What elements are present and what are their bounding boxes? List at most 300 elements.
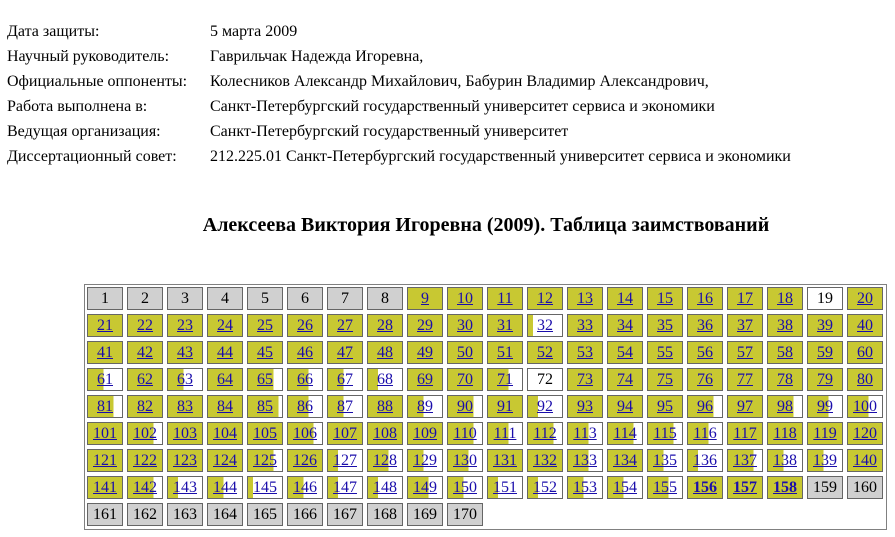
page-link[interactable]: 125 — [253, 452, 277, 469]
page-cell-link[interactable] — [767, 395, 803, 418]
page-cell-link[interactable] — [607, 287, 643, 310]
page-cell-link[interactable] — [527, 287, 563, 310]
page-link[interactable]: 120 — [853, 425, 877, 442]
page-link[interactable]: 36 — [697, 317, 713, 334]
page-cell-link[interactable] — [647, 422, 683, 445]
page-link[interactable]: 98 — [777, 398, 793, 415]
page-cell-link[interactable] — [247, 341, 283, 364]
page-cell-link[interactable] — [487, 449, 523, 472]
info-row — [7, 44, 791, 69]
page-link[interactable]: 87 — [337, 398, 353, 415]
page-link[interactable]: 26 — [297, 317, 313, 334]
page-cell-link[interactable] — [327, 422, 363, 445]
page-cell-link[interactable] — [487, 395, 523, 418]
page-cell-link[interactable] — [807, 341, 843, 364]
page-link[interactable]: 127 — [333, 452, 357, 469]
page-cell-link[interactable] — [447, 341, 483, 364]
page-link[interactable]: 146 — [293, 479, 317, 496]
page-link[interactable]: 60 — [857, 344, 873, 361]
page-link[interactable]: 147 — [333, 479, 357, 496]
page-link[interactable]: 156 — [693, 479, 717, 496]
page-link[interactable]: 39 — [817, 317, 833, 334]
page-link[interactable]: 118 — [773, 425, 797, 442]
page-link[interactable]: 38 — [777, 317, 793, 334]
page-cell-link[interactable] — [647, 287, 683, 310]
page-cell-link[interactable] — [327, 314, 363, 337]
page-link[interactable]: 133 — [573, 452, 597, 469]
page-link[interactable]: 68 — [377, 371, 393, 388]
page-cell-link[interactable] — [527, 422, 563, 445]
page-cell-link[interactable] — [367, 395, 403, 418]
page-cell-link[interactable] — [607, 314, 643, 337]
page-link[interactable]: 148 — [373, 479, 397, 496]
page-link[interactable]: 114 — [613, 425, 637, 442]
page-cell-link[interactable] — [527, 341, 563, 364]
page-cell-link[interactable] — [247, 422, 283, 445]
page-cell-link[interactable] — [647, 368, 683, 391]
page-cell-link[interactable] — [527, 449, 563, 472]
page-link[interactable]: 145 — [253, 479, 277, 496]
page-link[interactable]: 110 — [453, 425, 477, 442]
page-link[interactable]: 86 — [297, 398, 313, 415]
page-link[interactable]: 124 — [213, 452, 237, 469]
page-link[interactable]: 117 — [733, 425, 757, 442]
page-cell-link[interactable] — [647, 449, 683, 472]
page-cell-link[interactable] — [767, 422, 803, 445]
page-cell-link[interactable] — [807, 314, 843, 337]
page-link[interactable]: 62 — [137, 371, 153, 388]
page-cell-link[interactable] — [847, 449, 883, 472]
page-link[interactable]: 89 — [417, 398, 433, 415]
page-cell-link[interactable] — [167, 395, 203, 418]
page-cell-link[interactable] — [447, 314, 483, 337]
page-link[interactable]: 141 — [93, 479, 117, 496]
page-link[interactable]: 50 — [457, 344, 473, 361]
page-link[interactable]: 41 — [97, 344, 113, 361]
page-link[interactable]: 153 — [573, 479, 597, 496]
page-link[interactable]: 56 — [697, 344, 713, 361]
page-cell-link[interactable] — [647, 395, 683, 418]
page-cell: 6 — [287, 287, 323, 310]
page-link[interactable]: 18 — [777, 290, 793, 307]
page-link[interactable]: 152 — [533, 479, 557, 496]
page-cell-link[interactable] — [567, 368, 603, 391]
page-cell-link[interactable] — [487, 476, 523, 499]
page-cell-link[interactable] — [647, 476, 683, 499]
page-cell-link[interactable] — [687, 476, 723, 499]
page-link[interactable]: 54 — [617, 344, 633, 361]
page-cell-link[interactable] — [327, 395, 363, 418]
page-cell-link[interactable] — [167, 341, 203, 364]
page-cell-link[interactable] — [807, 395, 843, 418]
page-cell-link[interactable] — [367, 314, 403, 337]
page-link[interactable]: 34 — [617, 317, 633, 334]
page-link[interactable]: 28 — [377, 317, 393, 334]
page-cell-link[interactable] — [767, 476, 803, 499]
page-cell-link[interactable] — [527, 314, 563, 337]
page-cell-link[interactable] — [607, 422, 643, 445]
page-link[interactable]: 52 — [537, 344, 553, 361]
page-link[interactable]: 149 — [413, 479, 437, 496]
page-cell-link[interactable] — [207, 476, 243, 499]
page-link[interactable]: 155 — [653, 479, 677, 496]
page-cell-link[interactable] — [487, 422, 523, 445]
page-link[interactable]: 21 — [97, 317, 113, 334]
page-link[interactable]: 138 — [773, 452, 797, 469]
page-cell-link[interactable] — [687, 314, 723, 337]
page-link[interactable]: 48 — [377, 344, 393, 361]
page-link[interactable]: 17 — [737, 290, 753, 307]
page-cell-link[interactable] — [447, 287, 483, 310]
page-link[interactable]: 55 — [657, 344, 673, 361]
page-cell-link[interactable] — [647, 314, 683, 337]
page-link[interactable]: 11 — [497, 290, 513, 307]
page-link[interactable]: 154 — [613, 479, 637, 496]
page-cell-link[interactable] — [87, 395, 123, 418]
page-link[interactable]: 85 — [257, 398, 273, 415]
page-link[interactable]: 80 — [857, 371, 873, 388]
page-link[interactable]: 9 — [421, 290, 429, 307]
page-cell-link[interactable] — [567, 422, 603, 445]
page-link[interactable]: 13 — [577, 290, 593, 307]
page-cell-link[interactable] — [87, 341, 123, 364]
page-link[interactable]: 37 — [737, 317, 753, 334]
page-cell-link[interactable] — [367, 368, 403, 391]
page-cell-link[interactable] — [527, 395, 563, 418]
page-cell-link[interactable] — [847, 287, 883, 310]
page-cell-link[interactable] — [567, 395, 603, 418]
page-link[interactable]: 97 — [737, 398, 753, 415]
page-link[interactable]: 24 — [217, 317, 233, 334]
page-cell-link[interactable] — [687, 422, 723, 445]
page-cell-link[interactable] — [447, 449, 483, 472]
page-cell-link[interactable] — [367, 341, 403, 364]
page-link[interactable]: 94 — [617, 398, 633, 415]
page-link[interactable]: 64 — [217, 371, 233, 388]
page-link[interactable]: 136 — [693, 452, 717, 469]
page-cell-link[interactable] — [567, 476, 603, 499]
page-link[interactable]: 112 — [533, 425, 557, 442]
page-link[interactable]: 65 — [257, 371, 273, 388]
page-cell-link[interactable] — [607, 368, 643, 391]
page-cell-link[interactable] — [407, 341, 443, 364]
page-link[interactable]: 67 — [337, 371, 353, 388]
page-link[interactable]: 130 — [453, 452, 477, 469]
page-link[interactable]: 150 — [453, 479, 477, 496]
page-cell-link[interactable] — [287, 476, 323, 499]
page-cell-link[interactable] — [407, 287, 443, 310]
page-cell-link[interactable] — [607, 341, 643, 364]
page-cell-link[interactable] — [767, 368, 803, 391]
page-link[interactable]: 16 — [697, 290, 713, 307]
page-link[interactable]: 76 — [697, 371, 713, 388]
page-cell-link[interactable] — [327, 476, 363, 499]
page-cell-link[interactable] — [567, 287, 603, 310]
page-link[interactable]: 79 — [817, 371, 833, 388]
page-link[interactable]: 49 — [417, 344, 433, 361]
page-cell-link[interactable] — [167, 368, 203, 391]
page-cell-link[interactable] — [247, 314, 283, 337]
page-link[interactable]: 107 — [333, 425, 357, 442]
page-cell-link[interactable] — [247, 476, 283, 499]
page-cell-link[interactable] — [847, 368, 883, 391]
page-cell-link[interactable] — [207, 395, 243, 418]
page-link[interactable]: 44 — [217, 344, 233, 361]
page-cell-link[interactable] — [247, 368, 283, 391]
page-link[interactable]: 58 — [777, 344, 793, 361]
page-cell-link[interactable] — [807, 422, 843, 445]
page-link[interactable]: 139 — [813, 452, 837, 469]
page-cell-link[interactable] — [207, 449, 243, 472]
page-link[interactable]: 81 — [97, 398, 113, 415]
page-link[interactable]: 29 — [417, 317, 433, 334]
page-link[interactable]: 45 — [257, 344, 273, 361]
page-cell-link[interactable] — [487, 287, 523, 310]
page-cell-link[interactable] — [287, 314, 323, 337]
page-link[interactable]: 126 — [293, 452, 317, 469]
page-link[interactable]: 15 — [657, 290, 673, 307]
page-cell-link[interactable] — [687, 341, 723, 364]
page-link[interactable]: 101 — [93, 425, 117, 442]
page-cell-link[interactable] — [527, 476, 563, 499]
page-cell-link[interactable] — [167, 314, 203, 337]
page-link[interactable]: 33 — [577, 317, 593, 334]
page-link[interactable]: 116 — [693, 425, 717, 442]
page-cell-link[interactable] — [687, 449, 723, 472]
page-cell-link[interactable] — [327, 449, 363, 472]
page-link[interactable]: 93 — [577, 398, 593, 415]
page-cell-link[interactable] — [247, 395, 283, 418]
page-link[interactable]: 84 — [217, 398, 233, 415]
page-cell-link[interactable] — [207, 314, 243, 337]
page-cell-link[interactable] — [567, 314, 603, 337]
page-cell-link[interactable] — [807, 368, 843, 391]
page-cell-link[interactable] — [767, 287, 803, 310]
page-link[interactable]: 69 — [417, 371, 433, 388]
page-cell-link[interactable] — [407, 395, 443, 418]
page-link[interactable]: 144 — [213, 479, 237, 496]
page-cell-link[interactable] — [487, 341, 523, 364]
page-link[interactable]: 90 — [457, 398, 473, 415]
page-link[interactable]: 123 — [173, 452, 197, 469]
page-link[interactable]: 109 — [413, 425, 437, 442]
page-link[interactable]: 25 — [257, 317, 273, 334]
page-link[interactable]: 22 — [137, 317, 153, 334]
page-cell-link[interactable] — [367, 449, 403, 472]
page-cell-link[interactable] — [727, 395, 763, 418]
page-link[interactable]: 32 — [537, 317, 553, 334]
page-cell-link[interactable] — [407, 449, 443, 472]
page-cell-link[interactable] — [167, 422, 203, 445]
page-cell-link[interactable] — [127, 449, 163, 472]
page-cell-link[interactable] — [207, 422, 243, 445]
page-link[interactable]: 113 — [573, 425, 597, 442]
page-link[interactable]: 77 — [737, 371, 753, 388]
page-link[interactable]: 66 — [297, 371, 313, 388]
page-link[interactable]: 71 — [497, 371, 513, 388]
page-cell-link[interactable] — [767, 449, 803, 472]
page-cell-link[interactable] — [87, 314, 123, 337]
page-cell-link[interactable] — [367, 422, 403, 445]
page-link[interactable]: 12 — [537, 290, 553, 307]
page-cell-link[interactable] — [127, 422, 163, 445]
page-cell-link[interactable] — [727, 368, 763, 391]
page-cell-link[interactable] — [287, 449, 323, 472]
page-cell-link[interactable] — [687, 287, 723, 310]
page-cell-link[interactable] — [687, 368, 723, 391]
page-cell-link[interactable] — [847, 314, 883, 337]
page-cell-link[interactable] — [447, 422, 483, 445]
page-link[interactable]: 99 — [817, 398, 833, 415]
page-link[interactable]: 151 — [493, 479, 517, 496]
page-link[interactable]: 115 — [653, 425, 677, 442]
page-cell: 2 — [127, 287, 163, 310]
page-cell-link[interactable] — [847, 422, 883, 445]
page-cell-link[interactable] — [167, 449, 203, 472]
page-cell-link[interactable] — [727, 287, 763, 310]
page-cell-link[interactable] — [487, 368, 523, 391]
page-link[interactable]: 10 — [457, 290, 473, 307]
page-cell-link[interactable] — [607, 395, 643, 418]
page-link[interactable]: 23 — [177, 317, 193, 334]
page-cell-link[interactable] — [727, 314, 763, 337]
page-link[interactable]: 74 — [617, 371, 633, 388]
page-cell-link[interactable] — [247, 449, 283, 472]
page-link[interactable]: 70 — [457, 371, 473, 388]
page-cell-link[interactable] — [727, 422, 763, 445]
page-link[interactable]: 96 — [697, 398, 713, 415]
page-cell-link[interactable] — [727, 341, 763, 364]
page-link[interactable]: 157 — [733, 479, 757, 496]
page-cell-link[interactable] — [447, 368, 483, 391]
page-link[interactable]: 63 — [177, 371, 193, 388]
page-link[interactable]: 46 — [297, 344, 313, 361]
page-cell-link[interactable] — [407, 368, 443, 391]
page-cell-link[interactable] — [407, 422, 443, 445]
page-link[interactable]: 135 — [653, 452, 677, 469]
page-link[interactable]: 111 — [493, 425, 517, 442]
page-cell-link[interactable] — [207, 368, 243, 391]
page-cell-link[interactable] — [767, 341, 803, 364]
page-link[interactable]: 128 — [373, 452, 397, 469]
page-cell-link[interactable] — [407, 314, 443, 337]
page-cell-link[interactable] — [87, 368, 123, 391]
page-link[interactable]: 88 — [377, 398, 393, 415]
page-link[interactable]: 53 — [577, 344, 593, 361]
page-link[interactable]: 83 — [177, 398, 193, 415]
page-cell-link[interactable] — [87, 449, 123, 472]
page-cell-link[interactable] — [287, 341, 323, 364]
page-cell-link[interactable] — [327, 341, 363, 364]
page-link[interactable]: 73 — [577, 371, 593, 388]
page-link[interactable]: 105 — [253, 425, 277, 442]
page-link[interactable]: 100 — [853, 398, 877, 415]
page-link[interactable]: 121 — [93, 452, 117, 469]
page-link[interactable]: 78 — [777, 371, 793, 388]
page-link[interactable]: 102 — [133, 425, 157, 442]
page-link[interactable]: 27 — [337, 317, 353, 334]
page-link[interactable]: 142 — [133, 479, 157, 496]
page-cell: 167 — [327, 503, 363, 526]
page-link[interactable]: 51 — [497, 344, 513, 361]
page-cell-link[interactable] — [607, 449, 643, 472]
page-cell-link[interactable] — [447, 476, 483, 499]
page-cell-link[interactable] — [487, 314, 523, 337]
page-cell-link[interactable] — [607, 476, 643, 499]
page-link[interactable]: 30 — [457, 317, 473, 334]
page-link[interactable]: 14 — [617, 290, 633, 307]
page-cell-link[interactable] — [687, 395, 723, 418]
page-link[interactable]: 20 — [857, 290, 873, 307]
page-cell-link[interactable] — [847, 395, 883, 418]
page-cell-link[interactable] — [287, 395, 323, 418]
page-cell-link[interactable] — [647, 341, 683, 364]
page-link[interactable]: 158 — [773, 479, 797, 496]
page-link[interactable]: 134 — [613, 452, 637, 469]
page-cell-link[interactable] — [727, 476, 763, 499]
page-cell-link[interactable] — [367, 476, 403, 499]
page-cell-link[interactable] — [447, 395, 483, 418]
page-cell-link[interactable] — [127, 476, 163, 499]
page-link[interactable]: 119 — [813, 425, 837, 442]
page-link[interactable]: 42 — [137, 344, 153, 361]
page-cell-link[interactable] — [287, 368, 323, 391]
page-cell-link[interactable] — [167, 476, 203, 499]
page-link[interactable]: 40 — [857, 317, 873, 334]
page-link[interactable]: 35 — [657, 317, 673, 334]
page-link[interactable]: 132 — [533, 452, 557, 469]
page-cell-link[interactable] — [727, 449, 763, 472]
page-cell-link[interactable] — [87, 422, 123, 445]
page-cell-link[interactable] — [407, 476, 443, 499]
page-link[interactable]: 92 — [537, 398, 553, 415]
page-cell-link[interactable] — [127, 341, 163, 364]
page-link[interactable]: 75 — [657, 371, 673, 388]
page-link[interactable]: 103 — [173, 425, 197, 442]
page-cell-link[interactable] — [327, 368, 363, 391]
page-link[interactable]: 140 — [853, 452, 877, 469]
page-cell-link[interactable] — [127, 395, 163, 418]
page-link[interactable]: 106 — [293, 425, 317, 442]
page-cell-link[interactable] — [287, 422, 323, 445]
page-cell-link[interactable] — [847, 341, 883, 364]
page-link[interactable]: 82 — [137, 398, 153, 415]
page-link[interactable]: 122 — [133, 452, 157, 469]
page-cell-link[interactable] — [207, 341, 243, 364]
page-link[interactable]: 104 — [213, 425, 237, 442]
page-link[interactable]: 47 — [337, 344, 353, 361]
page-link[interactable]: 131 — [493, 452, 517, 469]
page-cell-link[interactable] — [807, 449, 843, 472]
page-cell-link[interactable] — [127, 314, 163, 337]
page-cell-link[interactable] — [567, 449, 603, 472]
page-link[interactable]: 43 — [177, 344, 193, 361]
page-link[interactable]: 95 — [657, 398, 673, 415]
page-link[interactable]: 91 — [497, 398, 513, 415]
page-cell-link[interactable] — [767, 314, 803, 337]
page-link[interactable]: 59 — [817, 344, 833, 361]
page-cell-link[interactable] — [567, 341, 603, 364]
page-cell-link[interactable] — [87, 476, 123, 499]
page-link[interactable]: 61 — [97, 371, 113, 388]
page-link[interactable]: 57 — [737, 344, 753, 361]
page-link[interactable]: 137 — [733, 452, 757, 469]
page-link[interactable]: 31 — [497, 317, 513, 334]
page-link[interactable]: 108 — [373, 425, 397, 442]
page-link[interactable]: 143 — [173, 479, 197, 496]
page-link[interactable]: 129 — [413, 452, 437, 469]
page-cell-link[interactable] — [127, 368, 163, 391]
